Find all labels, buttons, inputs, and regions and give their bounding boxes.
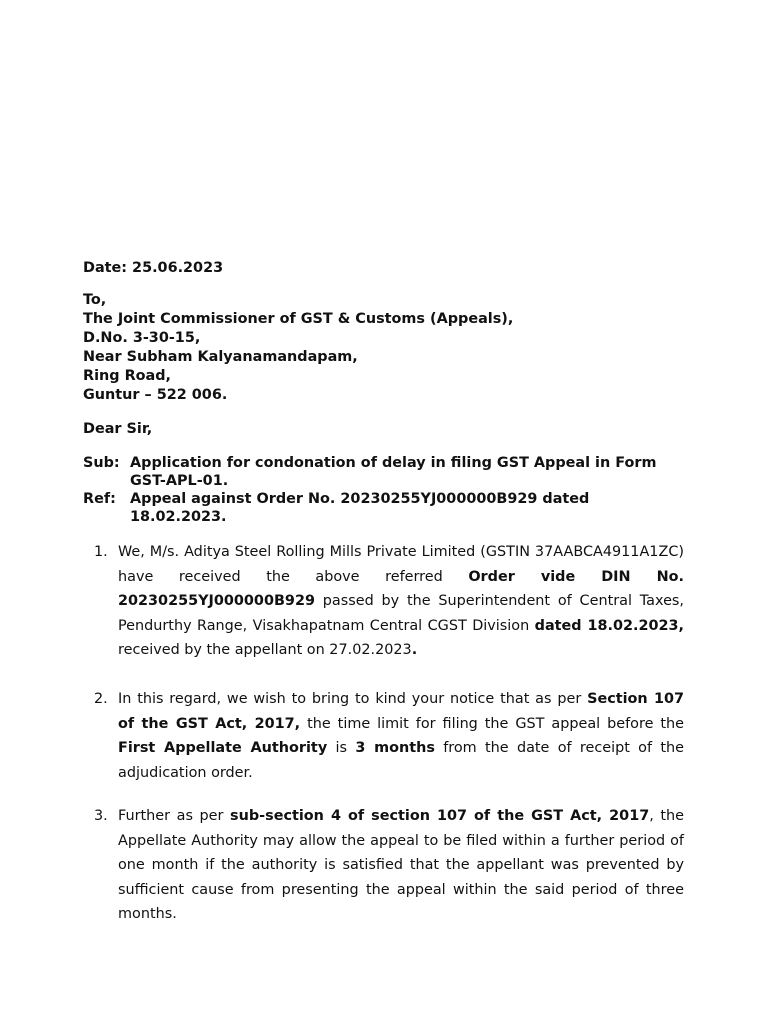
paragraph-3 xyxy=(94,804,684,927)
paragraph-segment-bold: dated 18.02.2023, xyxy=(534,617,684,634)
reference-line xyxy=(83,490,685,526)
paragraph-number: 2. xyxy=(94,691,108,707)
paragraph-body xyxy=(118,804,684,927)
paragraph-segment: We, M/s. Aditya Steel Rolling Mills Private Limited (GSTIN 37AABCA4911A1ZC) have received the above referred xyxy=(118,544,684,585)
paragraph-segment-bold: Order vide DIN No. 20230255YJ000000B929 xyxy=(118,568,684,609)
address-line: The Joint Commissioner of GST & Customs (Appeals), xyxy=(83,311,514,327)
paragraph-segment-bold: sub-section 4 of section 107 of the GST Act, 2017 xyxy=(230,808,650,824)
paragraph-segment: the time limit for filing the GST appeal before the xyxy=(300,715,684,732)
subject-label: Sub: xyxy=(83,455,120,471)
address-line: Near Subham Kalyanamandapam, xyxy=(83,349,358,365)
reference-text: Appeal against Order No. 20230255YJ000000B929 dated 18.02.2023. xyxy=(130,491,590,525)
paragraph-segment: passed by the Superintendent of Central Taxes, Pendurthy Range, Visakhapatnam Central CGST Division xyxy=(118,593,684,634)
paragraph-segment: from the date of receipt of the adjudication order. xyxy=(118,740,684,781)
paragraph-body xyxy=(118,687,684,785)
address-line: Ring Road, xyxy=(83,368,172,384)
paragraph-segment-bold: Section 107 of the GST Act, 2017, xyxy=(118,691,684,732)
reference-label: Ref: xyxy=(83,491,116,507)
subject-text: Application for condonation of delay in filing GST Appeal in Form GST-APL-01. xyxy=(130,455,657,489)
salutation: Dear Sir, xyxy=(83,421,153,437)
paragraph-1 xyxy=(94,540,684,663)
paragraph-segment: Further as per xyxy=(118,808,231,824)
paragraph-segment: is xyxy=(327,740,356,756)
recipient-address xyxy=(83,291,685,405)
paragraph-2 xyxy=(94,687,684,785)
subject-line xyxy=(83,454,685,490)
address-line: D.No. 3-30-15, xyxy=(83,330,201,346)
paragraph-segment-bold: 3 months xyxy=(355,740,435,756)
paragraph-segment-bold: . xyxy=(411,642,418,658)
paragraph-segment: , the Appellate Authority may allow the appeal to be filed within a further period of one month if the authority is satisfied that the appellant was prevented by sufficient cause from presenting the appeal within the said period of three months. xyxy=(118,808,684,922)
paragraph-number: 3. xyxy=(94,808,108,824)
paragraph-body xyxy=(118,540,684,663)
letter-date: Date: 25.06.2023 xyxy=(83,260,224,276)
paragraph-segment: In this regard, we wish to bring to kind your notice that as per xyxy=(118,691,588,707)
address-line: To, xyxy=(83,292,107,308)
address-line: Guntur – 522 006. xyxy=(83,387,228,403)
paragraph-segment: received by the appellant on 27.02.2023 xyxy=(118,642,412,658)
paragraph-number: 1. xyxy=(94,544,108,560)
paragraph-segment-bold: First Appellate Authority xyxy=(118,740,328,756)
